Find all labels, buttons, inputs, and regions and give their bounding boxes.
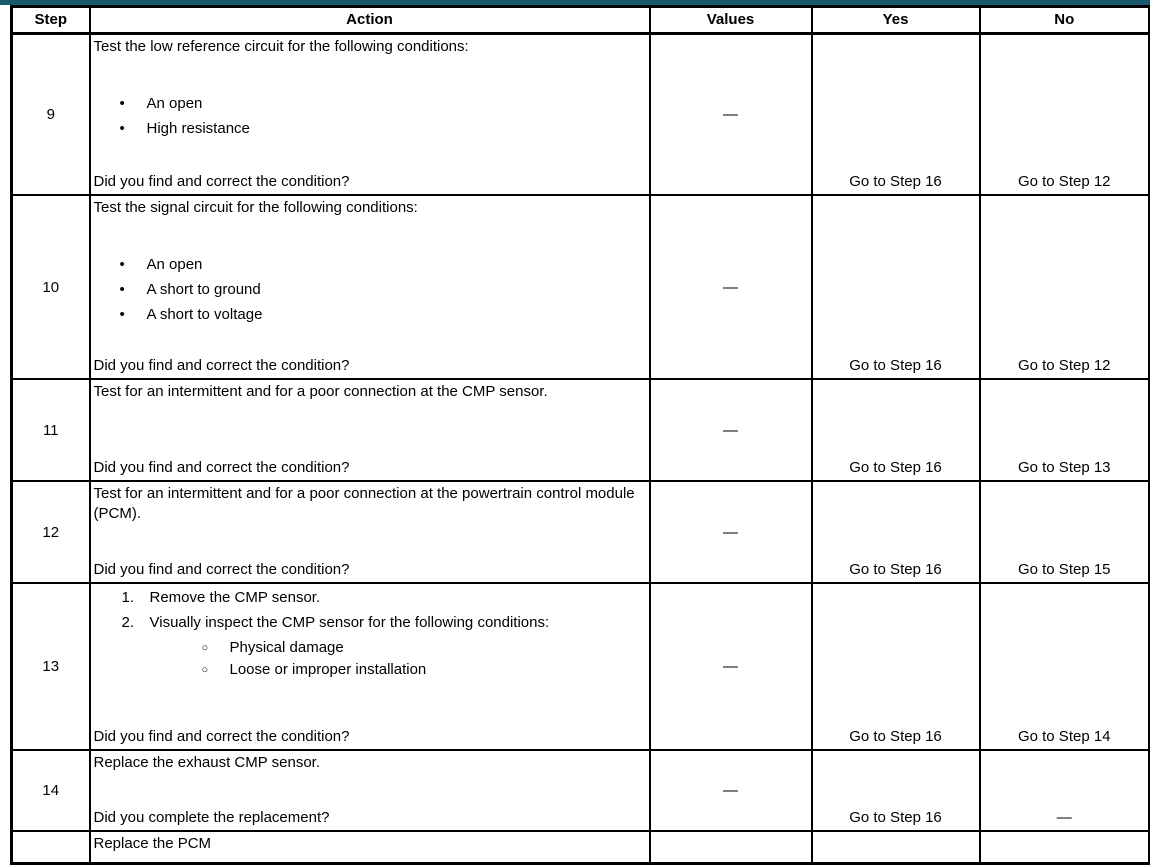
col-header-no: No <box>980 7 1150 34</box>
step-number: 14 <box>12 750 90 831</box>
bullet-item: • High resistance <box>120 116 645 141</box>
diagnostic-table-wrap <box>10 5 1150 865</box>
col-header-values: Values <box>650 7 812 34</box>
yes-cell: Go to Step 16 <box>812 34 980 196</box>
bullet-list <box>94 252 645 327</box>
table-row-step-14 <box>12 750 1150 831</box>
table-row-step-11 <box>12 379 1150 481</box>
question-text: Did you complete the replacement? <box>93 809 330 826</box>
question-text: Did you find and correct the condition? <box>93 728 350 745</box>
sub-bullet-item: ○ Physical damage <box>202 638 645 658</box>
action-intro: Replace the exhaust CMP sensor. <box>93 754 321 771</box>
numbered-item <box>122 613 645 633</box>
table-row-step-9 <box>12 34 1150 196</box>
action-intro: Test for an intermittent and for a poor connection at the CMP sensor. <box>93 383 548 400</box>
numbered-list <box>94 588 645 682</box>
bullet-item: • An open <box>120 91 645 116</box>
action-cell <box>90 583 650 750</box>
numbered-item-number: 1. <box>121 589 135 606</box>
no-cell: Go to Step 12 <box>980 195 1150 379</box>
action-cell <box>90 34 650 196</box>
step-number: 9 <box>12 34 90 196</box>
values-cell: — <box>650 195 812 379</box>
table-row-step-13 <box>12 583 1150 750</box>
header-row <box>12 7 1150 34</box>
table-row-step-12 <box>12 481 1150 583</box>
col-header-yes: Yes <box>812 7 980 34</box>
action-cell <box>90 481 650 583</box>
action-cell <box>90 195 650 379</box>
sub-bullet-item: ○ Loose or improper installation <box>202 660 645 680</box>
action-intro: Test the signal circuit for the following conditions: <box>93 199 418 216</box>
step-number: 11 <box>12 379 90 481</box>
question-text: Did you find and correct the condition? <box>93 459 350 476</box>
col-header-step: Step <box>12 7 90 34</box>
action-intro: Test the low reference circuit for the following conditions: <box>93 38 469 55</box>
question-text: Did you find and correct the condition? <box>93 173 350 190</box>
question-text: Did you find and correct the condition? <box>93 357 350 374</box>
action-intro: Test for an intermittent and for a poor connection at the powertrain control module (PCM). <box>93 485 635 522</box>
no-cell: Go to Step 13 <box>980 379 1150 481</box>
step-number: 10 <box>12 195 90 379</box>
no-cell <box>980 831 1150 864</box>
values-cell: — <box>650 481 812 583</box>
numbered-item <box>122 588 645 608</box>
bullet-item: • A short to ground <box>120 277 645 302</box>
action-cell <box>90 750 650 831</box>
bullet-item: • An open <box>120 252 645 277</box>
yes-cell: Go to Step 16 <box>812 583 980 750</box>
values-cell: — <box>650 583 812 750</box>
action-intro: Replace the PCM <box>93 835 212 852</box>
values-cell <box>650 831 812 864</box>
bullet-list <box>94 91 645 141</box>
step-number <box>12 831 90 864</box>
table-row-partial <box>12 831 1150 864</box>
diagnostic-table <box>10 5 1150 865</box>
numbered-item-text: Visually inspect the CMP sensor for the following conditions: <box>149 614 550 631</box>
sub-bullet-list <box>122 638 645 680</box>
step-number: 13 <box>12 583 90 750</box>
values-cell: — <box>650 34 812 196</box>
yes-cell: Go to Step 16 <box>812 481 980 583</box>
col-header-action: Action <box>90 7 650 34</box>
bullet-item: • A short to voltage <box>120 302 645 327</box>
yes-cell: Go to Step 16 <box>812 750 980 831</box>
table-row-step-10 <box>12 195 1150 379</box>
no-cell: Go to Step 12 <box>980 34 1150 196</box>
yes-cell: Go to Step 16 <box>812 379 980 481</box>
values-cell: — <box>650 379 812 481</box>
question-text: Did you find and correct the condition? <box>93 561 350 578</box>
yes-cell: Go to Step 16 <box>812 195 980 379</box>
yes-cell <box>812 831 980 864</box>
no-cell: — <box>980 750 1150 831</box>
numbered-item-number: 2. <box>121 614 135 631</box>
values-cell: — <box>650 750 812 831</box>
no-cell: Go to Step 15 <box>980 481 1150 583</box>
step-number: 12 <box>12 481 90 583</box>
action-cell <box>90 831 650 864</box>
numbered-item-text: Remove the CMP sensor. <box>149 589 321 606</box>
action-cell <box>90 379 650 481</box>
no-cell: Go to Step 14 <box>980 583 1150 750</box>
